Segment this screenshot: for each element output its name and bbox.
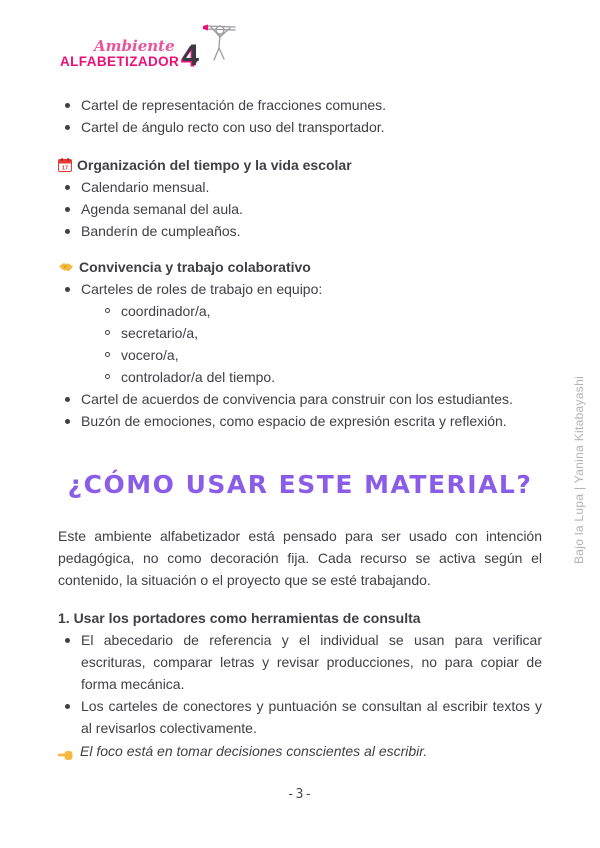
sub-list-item-text: secretario/a, [121,325,199,341]
bullet-dot-icon [65,103,70,108]
list-item [58,278,542,300]
sub-list-item [58,366,542,388]
list-item-text: Carteles de roles de trabajo en equipo: [81,281,323,297]
sub-list-item-text: controlador/a del tiempo. [121,369,276,385]
sub-list-item [58,322,542,344]
bullet-dot-icon [65,419,70,424]
bullet-circle-icon [105,352,110,357]
focus-note-text: El foco está en tomar decisiones conscientes al escribir. [80,743,428,759]
pointing-hand-icon [58,745,73,767]
bullet-dot-icon [65,704,70,709]
page-number: -3- [286,787,314,802]
logo-script-text: Ambiente [94,36,175,55]
bullet-dot-icon [65,287,70,292]
section-2-list [58,278,542,432]
bullet-circle-icon [105,374,110,379]
howto-intro-paragraph: Este ambiente alfabetizador está pensado para ser usado con intención pedagógica, no como decoración fija. Cada recurso se activa según el contenido, la situación o el proyecto que se esté trabajando. [58,528,542,588]
list-item-text: Buzón de emociones, como espacio de expresión escrita y reflexión. [81,413,507,429]
list-item-text: Cartel de representación de fracciones comunes. [81,97,387,113]
list-item [58,629,542,695]
list-item [58,116,542,138]
list-item-text: Cartel de ángulo recto con uso del transportador. [81,119,385,135]
calendar-icon [58,158,72,172]
section-1-list [58,176,542,242]
top-list [58,94,542,138]
list-item-text: Calendario mensual. [81,179,210,195]
subsection-title: 1. Usar los portadores como herramientas de consulta [58,610,421,626]
bullet-dot-icon [65,185,70,190]
pencil-stick-figure-icon [203,21,237,68]
list-item-text: Agenda semanal del aula. [81,201,243,217]
section-title-organizacion [58,154,542,176]
list-item-text: El abecedario de referencia y el individual se usan para verificar escrituras, comparar letras y revisar producciones, no para copiar de forma mecánica. [81,632,542,692]
handshake-icon [58,261,74,273]
side-credit-text: Bajo la Lupa | Yanina Kitabayashi [572,375,586,564]
list-item [58,176,542,198]
logo [60,22,542,72]
logo-brand-text: ALFABETIZADOR [60,53,180,69]
list-item [58,220,542,242]
subsection-list [58,629,542,739]
bullet-dot-icon [65,638,70,643]
list-item-text: Banderín de cumpleaños. [81,223,241,239]
list-item-text: Los carteles de conectores y puntuación se consultan al escribir textos y al revisarlos colectivamente. [81,698,542,736]
sub-list-item [58,344,542,366]
section-title-text: Convivencia y trabajo colaborativo [79,259,311,275]
bullet-circle-icon [105,330,110,335]
list-item [58,695,542,739]
bullet-dot-icon [65,229,70,234]
focus-note [58,740,542,767]
bullet-dot-icon [65,397,70,402]
bullet-circle-icon [105,308,110,313]
list-item [58,410,542,432]
bullet-dot-icon [65,125,70,130]
sub-list-item [58,300,542,322]
section-title-convivencia [58,256,542,278]
sub-list-item-text: coordinador/a, [121,303,211,319]
list-item [58,94,542,116]
bullet-dot-icon [65,207,70,212]
logo-number: 4 [182,39,199,72]
list-item [58,388,542,410]
sub-list-item-text: vocero/a, [121,347,179,363]
list-item-text: Cartel de acuerdos de convivencia para construir con los estudiantes. [81,391,513,407]
calendar-day-number: 17 [61,165,69,172]
section-title-text: Organización del tiempo y la vida escolar [77,157,352,173]
logo-text [60,36,180,69]
howto-heading: ¿CÓMO USAR ESTE MATERIAL? [67,470,533,499]
list-item [58,198,542,220]
